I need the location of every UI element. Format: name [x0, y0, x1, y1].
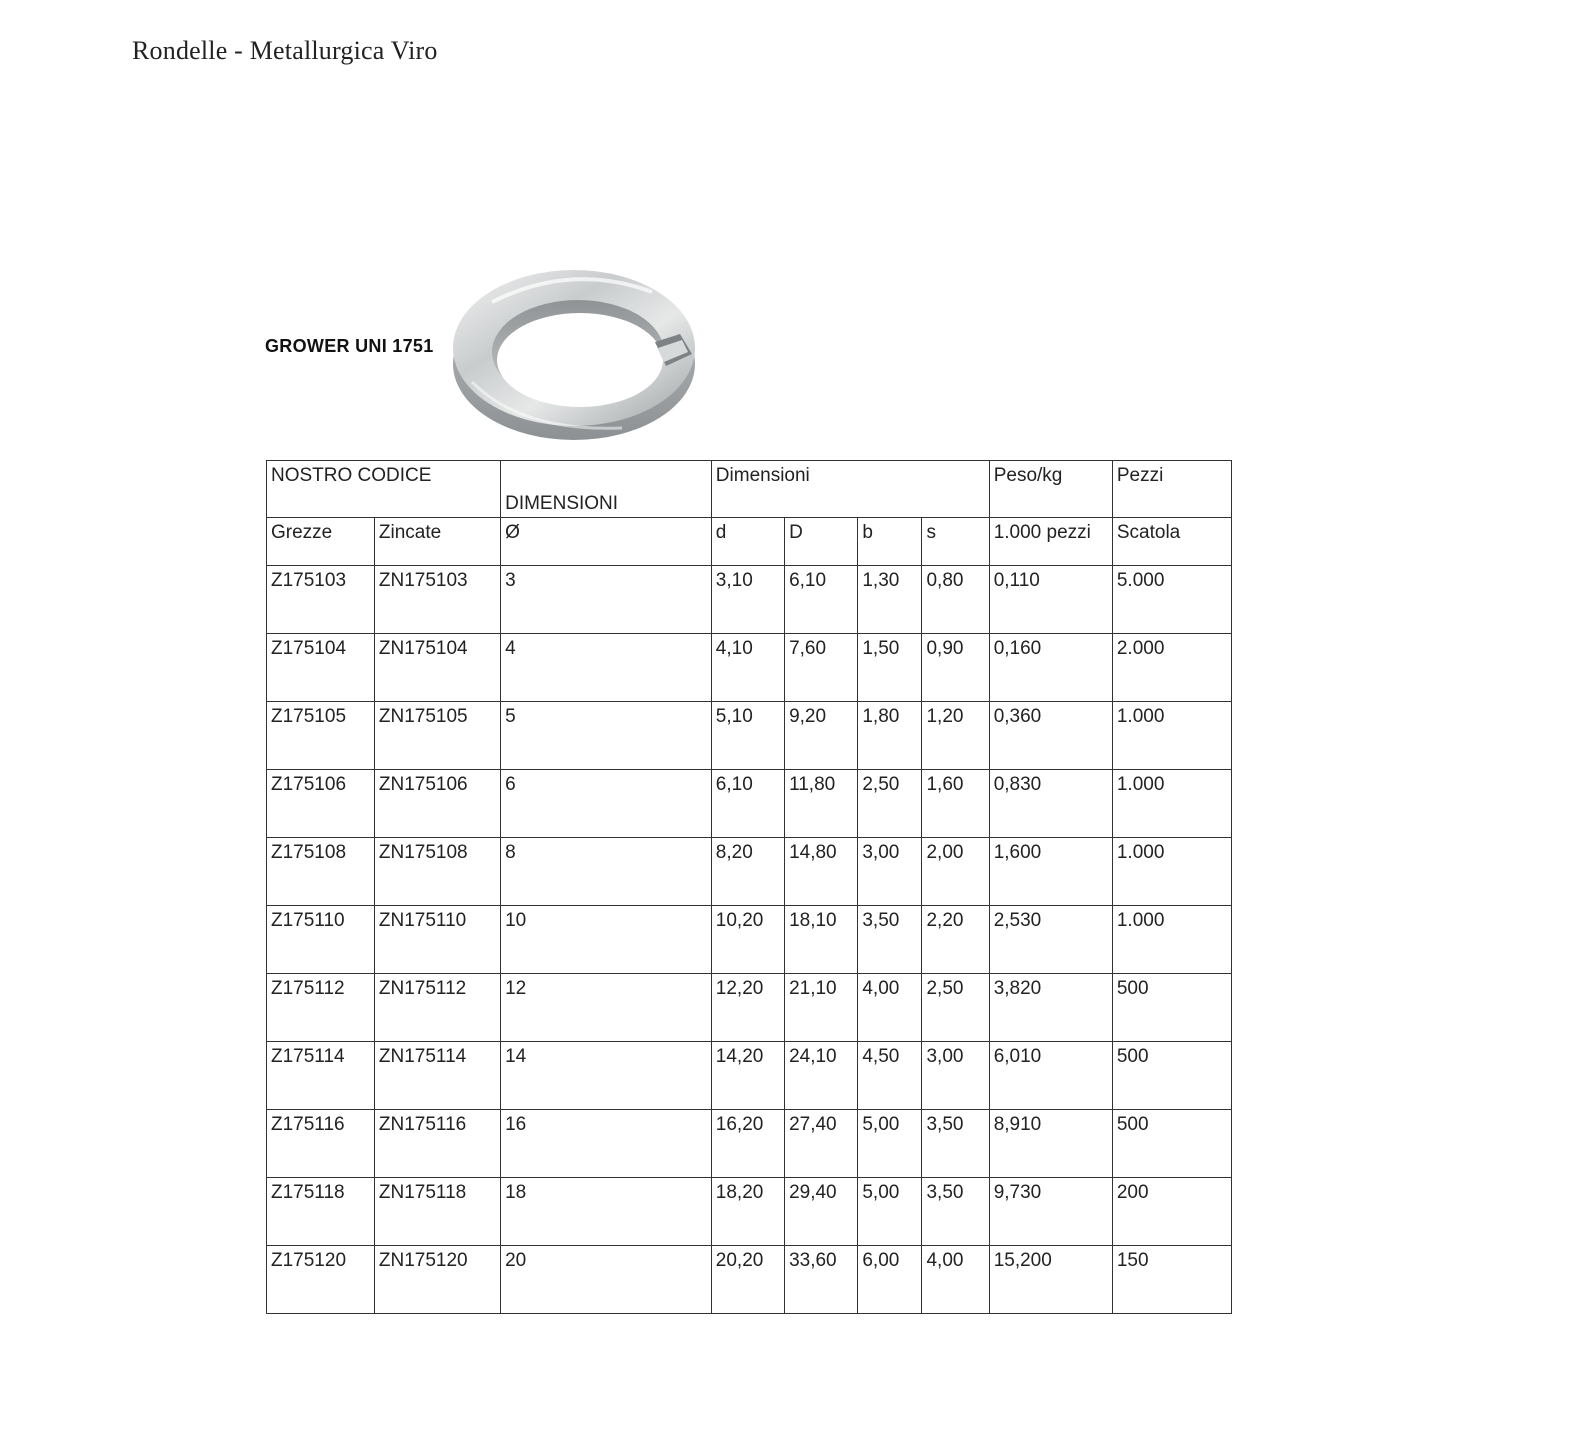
cell-grezze: Z175106 — [267, 770, 375, 838]
cell-zincate: ZN175116 — [374, 1110, 500, 1178]
cell-peso: 0,360 — [989, 702, 1112, 770]
cell-diam: 18 — [501, 1178, 712, 1246]
header-dimensioni: Dimensioni — [711, 461, 989, 518]
cell-D: 6,10 — [785, 566, 858, 634]
cell-s: 2,20 — [922, 906, 989, 974]
cell-d: 5,10 — [711, 702, 784, 770]
cell-D: 21,10 — [785, 974, 858, 1042]
cell-D: 27,40 — [785, 1110, 858, 1178]
header-dimensioni-nominal: DIMENSIONI — [501, 461, 712, 518]
cell-pezzi: 1.000 — [1112, 838, 1231, 906]
header-nostro-codice: NOSTRO CODICE — [267, 461, 501, 518]
product-label: GROWER UNI 1751 — [265, 336, 434, 356]
table-row — [267, 634, 1232, 702]
cell-pezzi: 1.000 — [1112, 770, 1231, 838]
cell-D: 9,20 — [785, 702, 858, 770]
cell-s: 1,20 — [922, 702, 989, 770]
table-row — [267, 1042, 1232, 1110]
cell-s: 0,80 — [922, 566, 989, 634]
table-row — [267, 1178, 1232, 1246]
cell-peso: 0,160 — [989, 634, 1112, 702]
cell-s: 2,00 — [922, 838, 989, 906]
cell-d: 8,20 — [711, 838, 784, 906]
subheader-s: s — [922, 518, 989, 566]
subheader-scatola: Scatola — [1112, 518, 1231, 566]
cell-peso: 0,110 — [989, 566, 1112, 634]
cell-diam: 8 — [501, 838, 712, 906]
cell-D: 24,10 — [785, 1042, 858, 1110]
table-row — [267, 566, 1232, 634]
cell-s: 3,00 — [922, 1042, 989, 1110]
cell-pezzi: 5.000 — [1112, 566, 1231, 634]
cell-b: 4,00 — [858, 974, 922, 1042]
cell-pezzi: 500 — [1112, 1042, 1231, 1110]
cell-grezze: Z175108 — [267, 838, 375, 906]
cell-b: 2,50 — [858, 770, 922, 838]
cell-d: 16,20 — [711, 1110, 784, 1178]
table-row — [267, 702, 1232, 770]
cell-d: 12,20 — [711, 974, 784, 1042]
cell-d: 6,10 — [711, 770, 784, 838]
cell-D: 18,10 — [785, 906, 858, 974]
cell-zincate: ZN175112 — [374, 974, 500, 1042]
document-title: Rondelle - Metallurgica Viro — [132, 36, 438, 65]
table-row — [267, 1246, 1232, 1314]
cell-d: 10,20 — [711, 906, 784, 974]
cell-zincate: ZN175103 — [374, 566, 500, 634]
cell-grezze: Z175114 — [267, 1042, 375, 1110]
cell-peso: 2,530 — [989, 906, 1112, 974]
subheader-zincate: Zincate — [374, 518, 500, 566]
cell-grezze: Z175103 — [267, 566, 375, 634]
cell-zincate: ZN175118 — [374, 1178, 500, 1246]
washer-spec-table — [266, 460, 1232, 1314]
cell-peso: 1,600 — [989, 838, 1112, 906]
cell-s: 0,90 — [922, 634, 989, 702]
cell-D: 14,80 — [785, 838, 858, 906]
table-row — [267, 906, 1232, 974]
header-pezzi: Pezzi — [1112, 461, 1231, 518]
cell-peso: 0,830 — [989, 770, 1112, 838]
cell-pezzi: 1.000 — [1112, 906, 1231, 974]
cell-s: 2,50 — [922, 974, 989, 1042]
cell-pezzi: 500 — [1112, 974, 1231, 1042]
cell-peso: 3,820 — [989, 974, 1112, 1042]
cell-b: 1,80 — [858, 702, 922, 770]
cell-pezzi: 1.000 — [1112, 702, 1231, 770]
cell-D: 11,80 — [785, 770, 858, 838]
cell-grezze: Z175110 — [267, 906, 375, 974]
cell-D: 7,60 — [785, 634, 858, 702]
cell-zincate: ZN175105 — [374, 702, 500, 770]
cell-d: 20,20 — [711, 1246, 784, 1314]
subheader-D: D — [785, 518, 858, 566]
table-row — [267, 974, 1232, 1042]
cell-s: 1,60 — [922, 770, 989, 838]
cell-zincate: ZN175114 — [374, 1042, 500, 1110]
cell-grezze: Z175120 — [267, 1246, 375, 1314]
header-peso: Peso/kg — [989, 461, 1112, 518]
cell-b: 1,50 — [858, 634, 922, 702]
cell-b: 6,00 — [858, 1246, 922, 1314]
cell-zincate: ZN175104 — [374, 634, 500, 702]
cell-grezze: Z175116 — [267, 1110, 375, 1178]
cell-diam: 6 — [501, 770, 712, 838]
cell-diam: 4 — [501, 634, 712, 702]
cell-diam: 5 — [501, 702, 712, 770]
cell-diam: 20 — [501, 1246, 712, 1314]
cell-s: 4,00 — [922, 1246, 989, 1314]
cell-b: 1,30 — [858, 566, 922, 634]
cell-diam: 12 — [501, 974, 712, 1042]
cell-peso: 8,910 — [989, 1110, 1112, 1178]
cell-peso: 9,730 — [989, 1178, 1112, 1246]
cell-grezze: Z175112 — [267, 974, 375, 1042]
table-row — [267, 838, 1232, 906]
cell-pezzi: 2.000 — [1112, 634, 1231, 702]
cell-diam: 14 — [501, 1042, 712, 1110]
table-row — [267, 1110, 1232, 1178]
spring-lock-washer-image — [452, 262, 708, 446]
cell-grezze: Z175105 — [267, 702, 375, 770]
cell-zincate: ZN175110 — [374, 906, 500, 974]
cell-D: 29,40 — [785, 1178, 858, 1246]
cell-d: 4,10 — [711, 634, 784, 702]
cell-b: 3,50 — [858, 906, 922, 974]
cell-s: 3,50 — [922, 1110, 989, 1178]
cell-b: 4,50 — [858, 1042, 922, 1110]
cell-b: 5,00 — [858, 1110, 922, 1178]
cell-d: 18,20 — [711, 1178, 784, 1246]
cell-b: 3,00 — [858, 838, 922, 906]
cell-pezzi: 500 — [1112, 1110, 1231, 1178]
cell-grezze: Z175118 — [267, 1178, 375, 1246]
cell-s: 3,50 — [922, 1178, 989, 1246]
cell-pezzi: 200 — [1112, 1178, 1231, 1246]
cell-peso: 6,010 — [989, 1042, 1112, 1110]
cell-pezzi: 150 — [1112, 1246, 1231, 1314]
cell-diam: 10 — [501, 906, 712, 974]
subheader-b: b — [858, 518, 922, 566]
subheader-diametro: Ø — [501, 518, 712, 566]
cell-b: 5,00 — [858, 1178, 922, 1246]
subheader-d: d — [711, 518, 784, 566]
cell-d: 14,20 — [711, 1042, 784, 1110]
table-header-row — [267, 461, 1232, 518]
cell-grezze: Z175104 — [267, 634, 375, 702]
cell-zincate: ZN175120 — [374, 1246, 500, 1314]
subheader-grezze: Grezze — [267, 518, 375, 566]
cell-diam: 3 — [501, 566, 712, 634]
subheader-peso-unit: 1.000 pezzi — [989, 518, 1112, 566]
cell-zincate: ZN175106 — [374, 770, 500, 838]
cell-peso: 15,200 — [989, 1246, 1112, 1314]
table-subheader-row — [267, 518, 1232, 566]
cell-diam: 16 — [501, 1110, 712, 1178]
cell-D: 33,60 — [785, 1246, 858, 1314]
cell-zincate: ZN175108 — [374, 838, 500, 906]
table-row — [267, 770, 1232, 838]
cell-d: 3,10 — [711, 566, 784, 634]
